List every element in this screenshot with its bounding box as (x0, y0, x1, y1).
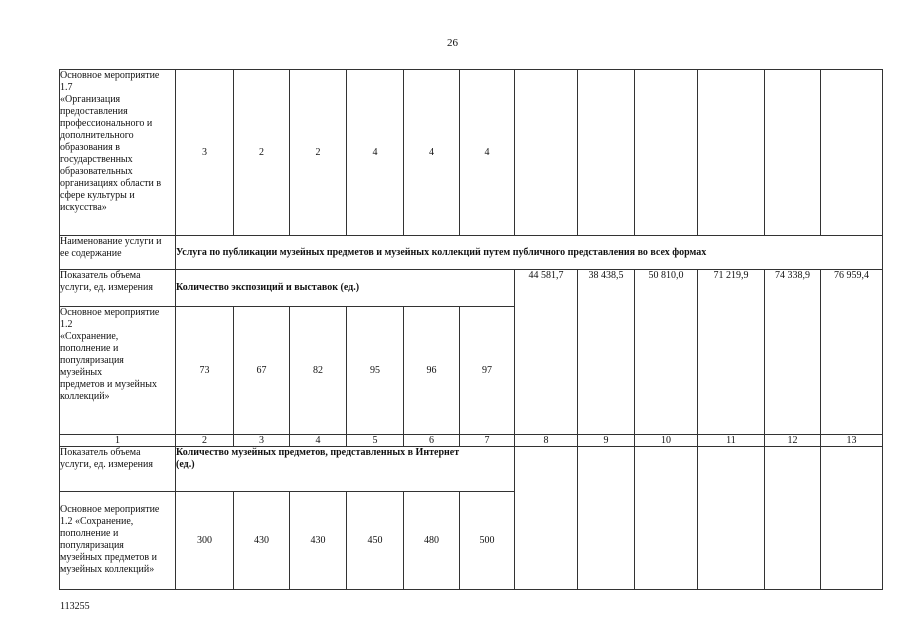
column-number-cell: 7 (460, 435, 515, 447)
service-label-text: Наименование услуги и ее содержание (60, 236, 162, 259)
empty-cell (578, 447, 635, 590)
indicator-title-cell (176, 447, 515, 492)
program-table (59, 69, 883, 590)
empty-cell (635, 447, 698, 590)
empty-cell (821, 70, 883, 236)
table-row-column-numbers (60, 435, 883, 447)
document-code: 113255 (60, 601, 90, 612)
empty-cell (698, 447, 765, 590)
table-row-event-1-7 (60, 70, 883, 236)
page-number: 26 (447, 37, 458, 49)
column-number-cell: 12 (765, 435, 821, 447)
finance-cell: 50 810,0 (635, 270, 698, 435)
empty-cell (765, 447, 821, 590)
indicator-label-cell (60, 447, 176, 492)
empty-cell (578, 70, 635, 236)
event-name-cell (60, 70, 176, 236)
value-cell: 95 (347, 307, 404, 435)
column-number-cell: 2 (176, 435, 234, 447)
value-cell: 300 (176, 492, 234, 590)
service-title-cell: Услуга по публикации музейных предметов и музейных коллекций путем публичного представления во всех формах (176, 236, 883, 270)
finance-cell: 74 338,9 (765, 270, 821, 435)
empty-cell (698, 70, 765, 236)
value-cell: 430 (290, 492, 347, 590)
indicator-title-text: Количество музейных предметов, представленных в Интернет (ед.) (176, 447, 460, 470)
table-row-indicator-exhibitions (60, 270, 883, 307)
column-number-cell: 13 (821, 435, 883, 447)
indicator-title-cell: Количество экспозиций и выставок (ед.) (176, 270, 515, 307)
value-cell: 4 (347, 70, 404, 236)
column-number-cell: 3 (234, 435, 290, 447)
column-number-cell: 8 (515, 435, 578, 447)
empty-cell (821, 447, 883, 590)
value-cell: 82 (290, 307, 347, 435)
finance-cell: 44 581,7 (515, 270, 578, 435)
finance-cell: 71 219,9 (698, 270, 765, 435)
empty-cell (515, 70, 578, 236)
value-cell: 73 (176, 307, 234, 435)
value-cell: 480 (404, 492, 460, 590)
value-cell: 450 (347, 492, 404, 590)
value-cell: 96 (404, 307, 460, 435)
column-number-cell: 6 (404, 435, 460, 447)
event-name-cell (60, 492, 176, 590)
value-cell: 2 (234, 70, 290, 236)
event-name-cell (60, 307, 176, 435)
column-number-cell: 10 (635, 435, 698, 447)
table-row-indicator-internet (60, 447, 883, 492)
value-cell: 4 (460, 70, 515, 236)
column-number-cell: 1 (60, 435, 176, 447)
empty-cell (515, 447, 578, 590)
empty-cell (635, 70, 698, 236)
value-cell: 97 (460, 307, 515, 435)
event-name-text: Основное мероприятие 1.2 «Сохранение, пополнение и популяризация музейных предметов и музейных коллекций» (60, 307, 160, 402)
service-label-cell (60, 236, 176, 270)
finance-cell: 76 959,4 (821, 270, 883, 435)
indicator-label-text: Показатель объема услуги, ед. измерения (60, 270, 153, 293)
finance-cell: 38 438,5 (578, 270, 635, 435)
empty-cell (765, 70, 821, 236)
column-number-cell: 4 (290, 435, 347, 447)
event-name-text: Основное мероприятие 1.7 «Организация предоставления профессионального и дополнительного образования в государственных образовательных организациях области в сфере культуры и искусства» (60, 70, 162, 213)
indicator-label-cell (60, 270, 176, 307)
table-row-service-name (60, 236, 883, 270)
column-number-cell: 9 (578, 435, 635, 447)
value-cell: 430 (234, 492, 290, 590)
event-name-text: Основное мероприятие 1.2 «Сохранение, пополнение и популяризация музейных предметов и музейных коллекций» (60, 504, 160, 575)
value-cell: 500 (460, 492, 515, 590)
value-cell: 67 (234, 307, 290, 435)
indicator-label-text: Показатель объема услуги, ед. измерения (60, 447, 153, 470)
value-cell: 4 (404, 70, 460, 236)
value-cell: 2 (290, 70, 347, 236)
value-cell: 3 (176, 70, 234, 236)
column-number-cell: 5 (347, 435, 404, 447)
column-number-cell: 11 (698, 435, 765, 447)
